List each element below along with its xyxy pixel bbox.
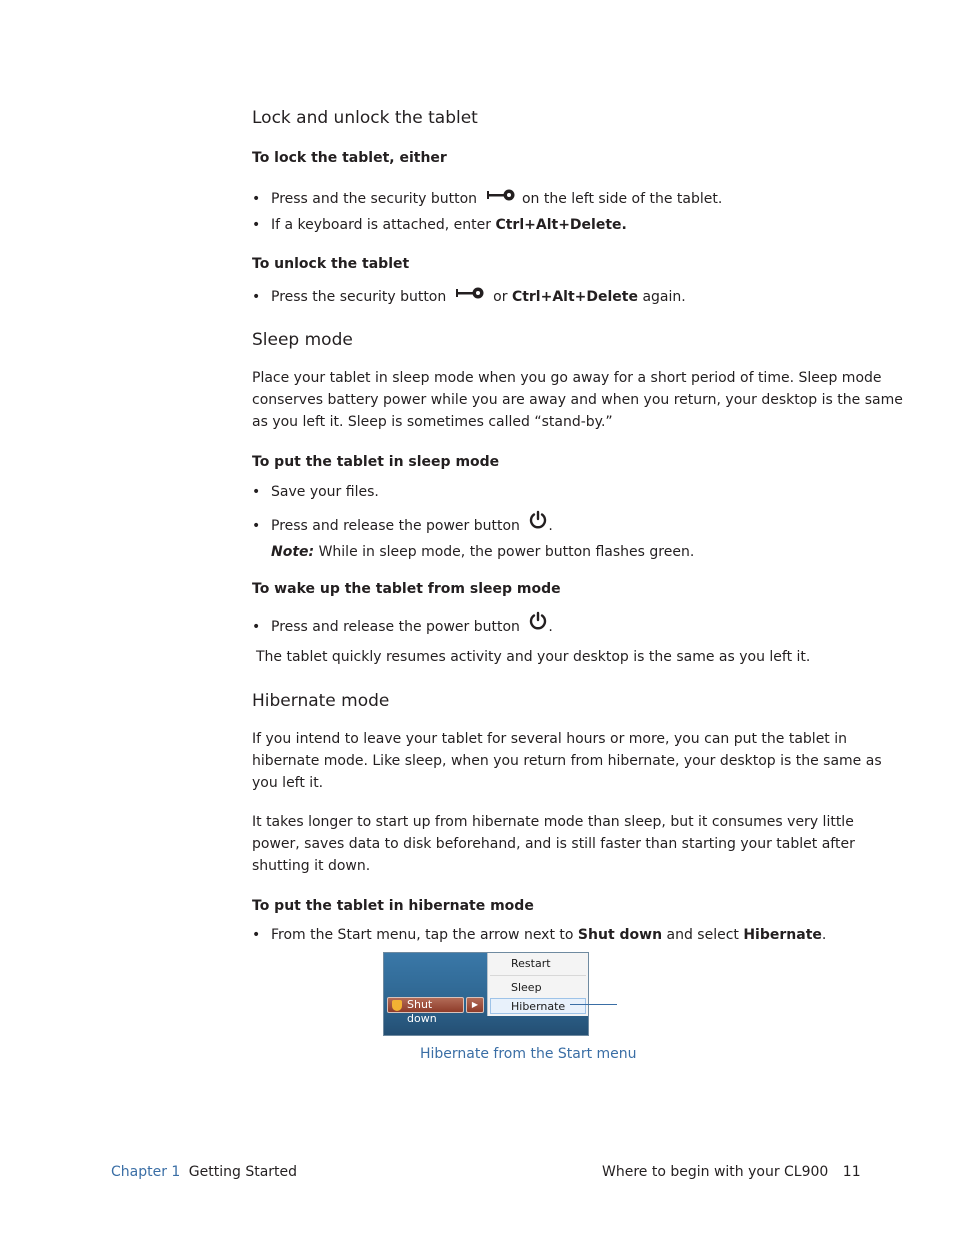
paragraph-line: conserves battery power while you are away and when you return, your desktop is the same [252,392,903,408]
paragraph-line: It takes longer to start up from hibernate mode than sleep, but it consumes very little [252,814,854,830]
list-item-text: and select [662,927,744,943]
list-item-text: again. [638,289,686,305]
subheading-hibernate: To put the tablet in hibernate mode [252,898,534,914]
chapter-title: Getting Started [188,1164,298,1180]
bullet: • [252,191,261,207]
shut-down-arrow-button[interactable] [466,997,484,1013]
paragraph-line: Place your tablet in sleep mode when you go away for a short period of time. Sleep mode [252,370,882,386]
subheading-sleep: To put the tablet in sleep mode [252,454,500,470]
ui-term: Hibernate [743,927,822,943]
shut-down-label: Shut down [407,998,437,1025]
menu-separator [490,975,586,976]
paragraph-line: as you left it. Sleep is sometimes called “stand-by.” [252,414,613,430]
footer-section-title: Where to begin with your CL900 [602,1164,829,1180]
list-item [252,515,553,537]
key-combo: Ctrl+Alt+Delete. [495,217,627,233]
note-label: Note: [271,544,315,560]
bullet: • [252,217,261,233]
list-item [252,286,686,308]
list-item-text: on the left side of the tablet. [521,191,723,207]
figure-caption: Hibernate from the Start menu [420,1046,637,1062]
power-icon [528,510,548,537]
list-item-text: . [548,619,553,635]
bullet: • [252,289,261,305]
list-item [252,481,379,503]
bullet: • [252,619,261,635]
list-item [252,616,553,638]
list-item-text: From the Start menu, tap the arrow next to [271,927,578,943]
paragraph-line: If you intend to leave your tablet for several hours or more, you can put the tablet in [252,731,848,747]
heading-lock-unlock: Lock and unlock the tablet [252,108,478,128]
start-menu-screenshot [383,952,589,1036]
paragraph-line: shutting it down. [252,858,371,874]
menu-item-restart[interactable]: Restart [511,957,551,970]
security-key-icon [486,188,516,210]
subheading-wake: To wake up the tablet from sleep mode [252,581,561,597]
bullet: • [252,484,261,500]
list-item-text: Press and the security button [271,191,478,207]
key-combo: Ctrl+Alt+Delete [511,289,638,305]
shutdown-submenu [487,953,589,1016]
list-item-text: Press and release the power button [271,518,520,534]
list-item [252,188,722,210]
chapter-label: Chapter 1 [111,1164,181,1180]
subheading-unlock: To unlock the tablet [252,256,410,272]
subheading-lock: To lock the tablet, either [252,150,447,166]
note [271,541,694,563]
ui-term: Shut down [577,927,663,943]
menu-item-hibernate[interactable]: Hibernate [511,1000,566,1013]
heading-sleep-mode: Sleep mode [252,330,353,350]
heading-hibernate-mode: Hibernate mode [252,691,390,711]
list-item-text: Save your files. [271,484,379,500]
menu-item-sleep[interactable]: Sleep [511,981,542,994]
bullet: • [252,927,261,943]
list-item-text: . [821,927,827,943]
bullet: • [252,518,261,534]
list-item-text: . [548,518,553,534]
security-key-icon [455,286,485,308]
paragraph-line: hibernate mode. Like sleep, when you return from hibernate, your desktop is the same as [252,753,882,769]
chevron-right-icon: ▶ [471,1000,479,1009]
list-item-text: Press and release the power button [271,619,520,635]
footer-chapter [111,1164,297,1180]
list-item-text: If a keyboard is attached, enter [271,217,496,233]
paragraph-line: The tablet quickly resumes activity and your desktop is the same as you left it. [256,649,811,665]
list-item [252,214,627,236]
footer-right [602,1164,861,1180]
shield-icon [392,1000,402,1011]
paragraph-line: you left it. [252,775,324,791]
paragraph-line: power, saves data to disk beforehand, and is still faster than starting your tablet after [252,836,855,852]
page-number: 11 [842,1164,861,1180]
list-item-text: Press the security button [271,289,447,305]
list-item [252,924,826,946]
note-text: While in sleep mode, the power button flashes green. [314,544,695,560]
shut-down-button[interactable] [387,997,464,1025]
list-item-text: or [493,289,512,305]
power-icon [528,611,548,638]
callout-line [570,1004,617,1005]
